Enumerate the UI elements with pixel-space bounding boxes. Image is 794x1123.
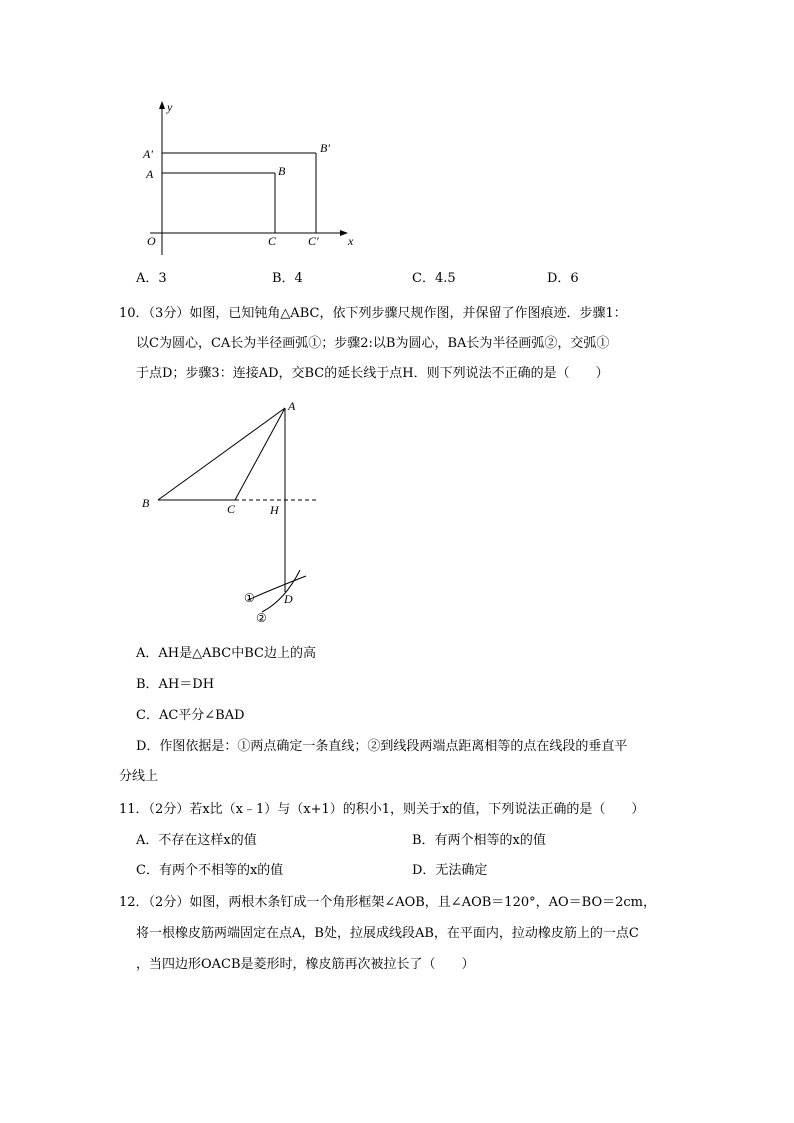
y-axis-arrow <box>159 101 165 109</box>
q10-stem-line2: 以C为圆心，CA长为半径画弧①；步骤2:以B为圆心，BA长为半径画弧②，交弧① <box>136 336 610 351</box>
label-c-prime: C′ <box>308 234 319 248</box>
label-b: B <box>278 164 286 178</box>
q12-stem-line1: 12．（2分）如图，两根木条钉成一个角形框架∠AOB，且∠AOB＝120°，AO＝BO＝2cm， <box>119 895 656 910</box>
label-fig2-h: H <box>270 503 279 517</box>
label-o: O <box>147 234 156 248</box>
q11-option-a[interactable]: A．不存在这样x的值 <box>136 833 257 848</box>
q11-option-b[interactable]: B．有两个相等的x的值 <box>412 833 546 848</box>
label-c: C <box>268 234 277 248</box>
label-fig2-b: B <box>142 496 150 510</box>
segment-c-a <box>235 408 285 500</box>
arc-1 <box>248 576 306 600</box>
q9-option-b[interactable]: B．4 <box>272 271 303 286</box>
q9-option-d[interactable]: D．6 <box>547 271 579 286</box>
q12-stem-line2: 将一根橡皮筋两端固定在点A，B处，拉展成线段AB，在平面内，拉动橡皮筋上的一点C <box>136 926 639 941</box>
q10-option-d-line2: 分线上 <box>119 769 159 784</box>
segment-b-a <box>158 408 285 500</box>
label-fig2-c: C <box>227 502 236 516</box>
q11-stem: 11．（2分）若x比（x﹣1）与（x+1）的积小1，则关于x的值，下列说法正确的是（ ） <box>119 802 645 817</box>
q9-option-a[interactable]: A．3 <box>136 271 167 286</box>
label-y: y <box>167 100 173 114</box>
label-a-prime: A′ <box>143 147 153 161</box>
x-axis-arrow <box>340 230 348 236</box>
q10-stem-line3: 于点D；步骤3：连接AD，交BC的延长线于点H．则下列说法不正确的是（ ） <box>136 366 609 381</box>
q10-stem-line1: 10．（3分）如图，已知钝角△ABC，依下列步骤尺规作图，并保留了作图痕迹．步骤1： <box>119 306 627 321</box>
label-fig2-a: A <box>288 399 296 413</box>
label-x: x <box>348 234 354 248</box>
q10-option-b[interactable]: B．AH＝DH <box>136 677 215 692</box>
label-arc-2: ② <box>256 611 267 625</box>
q10-option-a[interactable]: A．AH是△ABC中BC边上的高 <box>136 646 316 661</box>
label-fig2-d: D <box>284 592 293 606</box>
q11-option-c[interactable]: C．有两个不相等的x的值 <box>136 863 284 878</box>
q10-option-d-line1[interactable]: D．作图依据是：①两点确定一条直线；②到线段两端点距离相等的点在线段的垂直平 <box>136 739 628 754</box>
label-a: A <box>146 167 154 181</box>
q9-option-c[interactable]: C．4.5 <box>412 271 456 286</box>
q12-stem-line3: ，当四边形OACB是菱形时，橡皮筋再次被拉长了（ ） <box>136 957 475 972</box>
q11-option-d[interactable]: D．无法确定 <box>412 863 488 878</box>
label-b-prime: B′ <box>320 141 330 155</box>
q10-option-c[interactable]: C．AC平分∠BAD <box>136 708 245 723</box>
label-arc-1: ① <box>244 591 255 605</box>
